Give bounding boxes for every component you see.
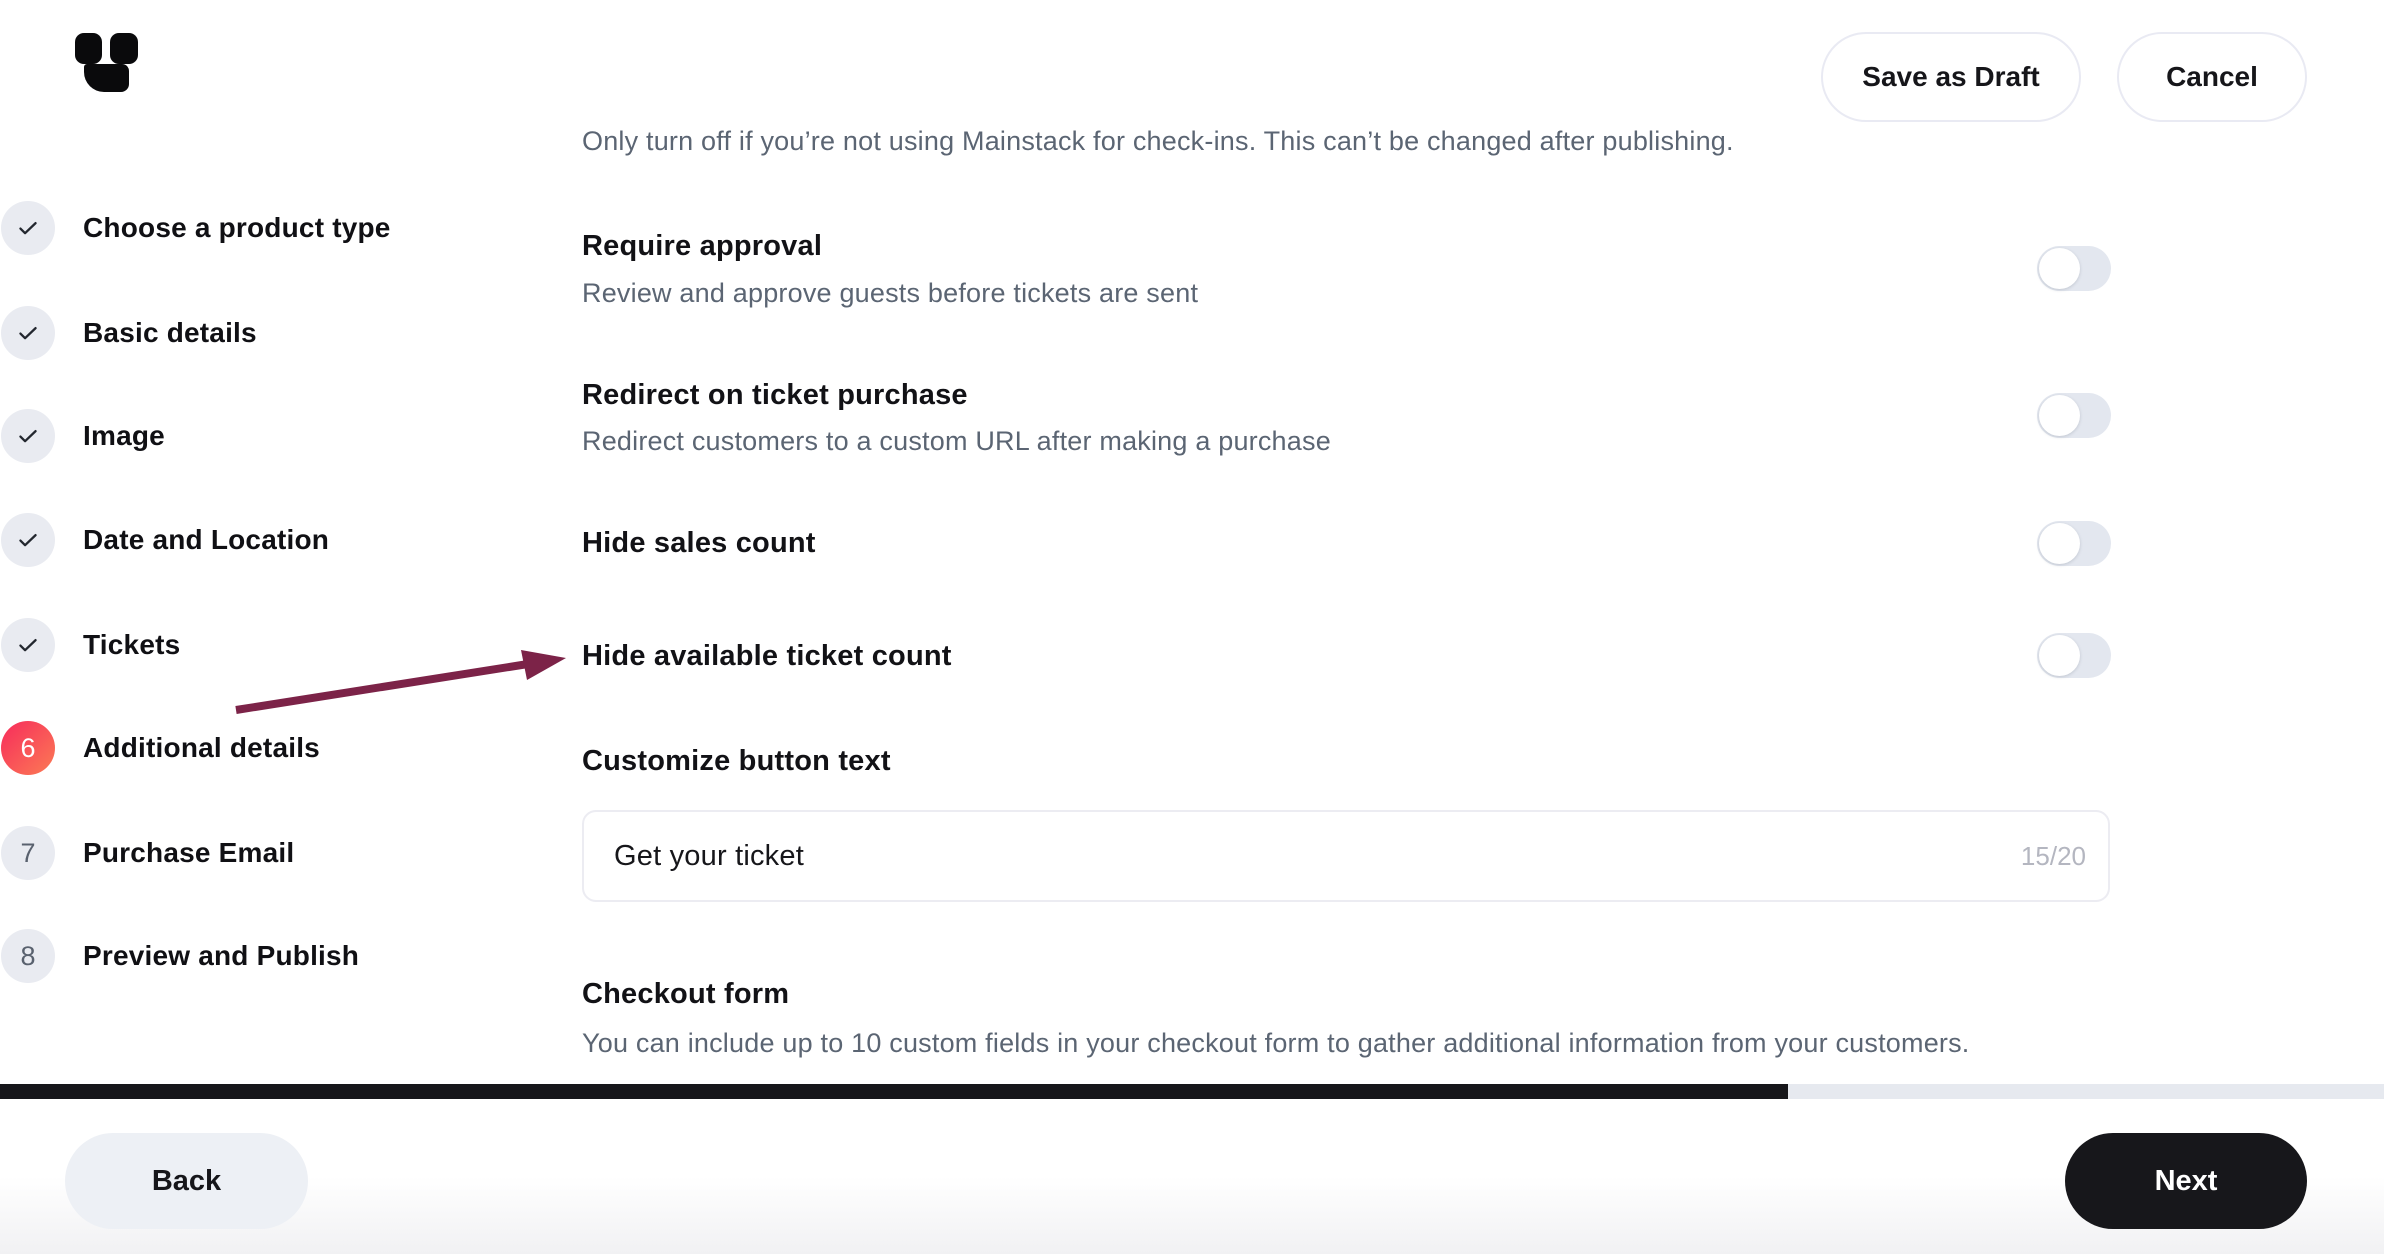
cancel-button[interactable]: Cancel	[2117, 32, 2307, 122]
toggle-knob	[2039, 523, 2080, 564]
step-label: Choose a product type	[83, 212, 391, 243]
step-number: 6	[20, 732, 36, 763]
step-label: Preview and Publish	[83, 940, 360, 971]
hide-available-ticket-count-toggle[interactable]	[2037, 633, 2111, 678]
step-done-circle	[1, 201, 55, 255]
step-done-circle	[1, 618, 55, 672]
step-done-circle	[1, 409, 55, 463]
step-label: Basic details	[83, 317, 257, 348]
step-done-circle	[1, 306, 55, 360]
next-button[interactable]: Next	[2065, 1133, 2307, 1229]
save-as-draft-button[interactable]: Save as Draft	[1821, 32, 2081, 122]
sidebar-step-date-and-location[interactable]	[0, 513, 329, 567]
checkmark-icon	[15, 632, 41, 658]
step-label: Tickets	[83, 629, 181, 660]
step-label: Purchase Email	[83, 837, 295, 868]
logo-shape-bottom	[84, 64, 129, 92]
checkout-form-title: Checkout form	[582, 978, 790, 1010]
char-counter: 15/20	[2020, 840, 2086, 871]
back-button[interactable]: Back	[65, 1133, 308, 1229]
sidebar-step-preview-and-publish[interactable]	[0, 929, 359, 983]
toggle-knob	[2039, 395, 2080, 436]
redirect-on-purchase-toggle[interactable]	[2037, 393, 2111, 438]
step-label: Additional details	[83, 732, 320, 763]
step-number: 7	[20, 837, 36, 868]
toggle-knob	[2039, 635, 2080, 676]
annotation-arrow-head	[521, 650, 566, 680]
step-label: Date and Location	[83, 524, 330, 555]
mainstack-logo	[75, 33, 138, 93]
logo-shape-top-left	[75, 33, 102, 64]
button-text-input[interactable]	[584, 840, 2021, 873]
hide-available-ticket-count-title: Hide available ticket count	[582, 640, 952, 672]
require-approval-description: Review and approve guests before tickets are sent	[582, 278, 1199, 308]
wizard-progress-track	[0, 1084, 2384, 1099]
checkmark-icon	[15, 527, 41, 553]
hide-sales-count-toggle[interactable]	[2037, 521, 2111, 566]
sidebar-step-additional-details[interactable]	[0, 721, 320, 775]
checkin-warning-text: Only turn off if you’re not using Mainstack for check-ins. This can’t be changed after publishing.	[582, 126, 1734, 156]
logo-shape-top-right	[110, 33, 138, 64]
require-approval-title: Require approval	[582, 230, 823, 262]
sidebar-step-image[interactable]	[0, 409, 165, 463]
require-approval-toggle[interactable]	[2037, 246, 2111, 291]
sidebar-step-choose-product-type[interactable]	[0, 201, 391, 255]
checkmark-icon	[15, 423, 41, 449]
step-number: 8	[20, 940, 36, 971]
button-text-field-container	[582, 810, 2110, 902]
sidebar-step-purchase-email[interactable]	[0, 826, 294, 880]
step-label: Image	[83, 420, 165, 451]
annotation-arrow-line	[236, 664, 528, 710]
footer-bar	[0, 1099, 2384, 1254]
customize-button-text-title: Customize button text	[582, 745, 891, 777]
step-active-circle	[1, 721, 55, 775]
progress-fill	[0, 1084, 1788, 1099]
sidebar-step-basic-details[interactable]	[0, 306, 257, 360]
topbar-actions	[1821, 32, 2307, 122]
redirect-on-purchase-description: Redirect customers to a custom URL after making a purchase	[582, 426, 1331, 456]
hide-sales-count-title: Hide sales count	[582, 527, 816, 559]
step-upcoming-circle	[1, 929, 55, 983]
step-done-circle	[1, 513, 55, 567]
checkout-form-description: You can include up to 10 custom fields in your checkout form to gather additional information from your customers.	[582, 1028, 1970, 1058]
checkmark-icon	[15, 215, 41, 241]
step-upcoming-circle	[1, 826, 55, 880]
toggle-knob	[2039, 248, 2080, 289]
redirect-on-purchase-title: Redirect on ticket purchase	[582, 379, 968, 411]
sidebar-step-tickets[interactable]	[0, 618, 180, 672]
checkmark-icon	[15, 320, 41, 346]
